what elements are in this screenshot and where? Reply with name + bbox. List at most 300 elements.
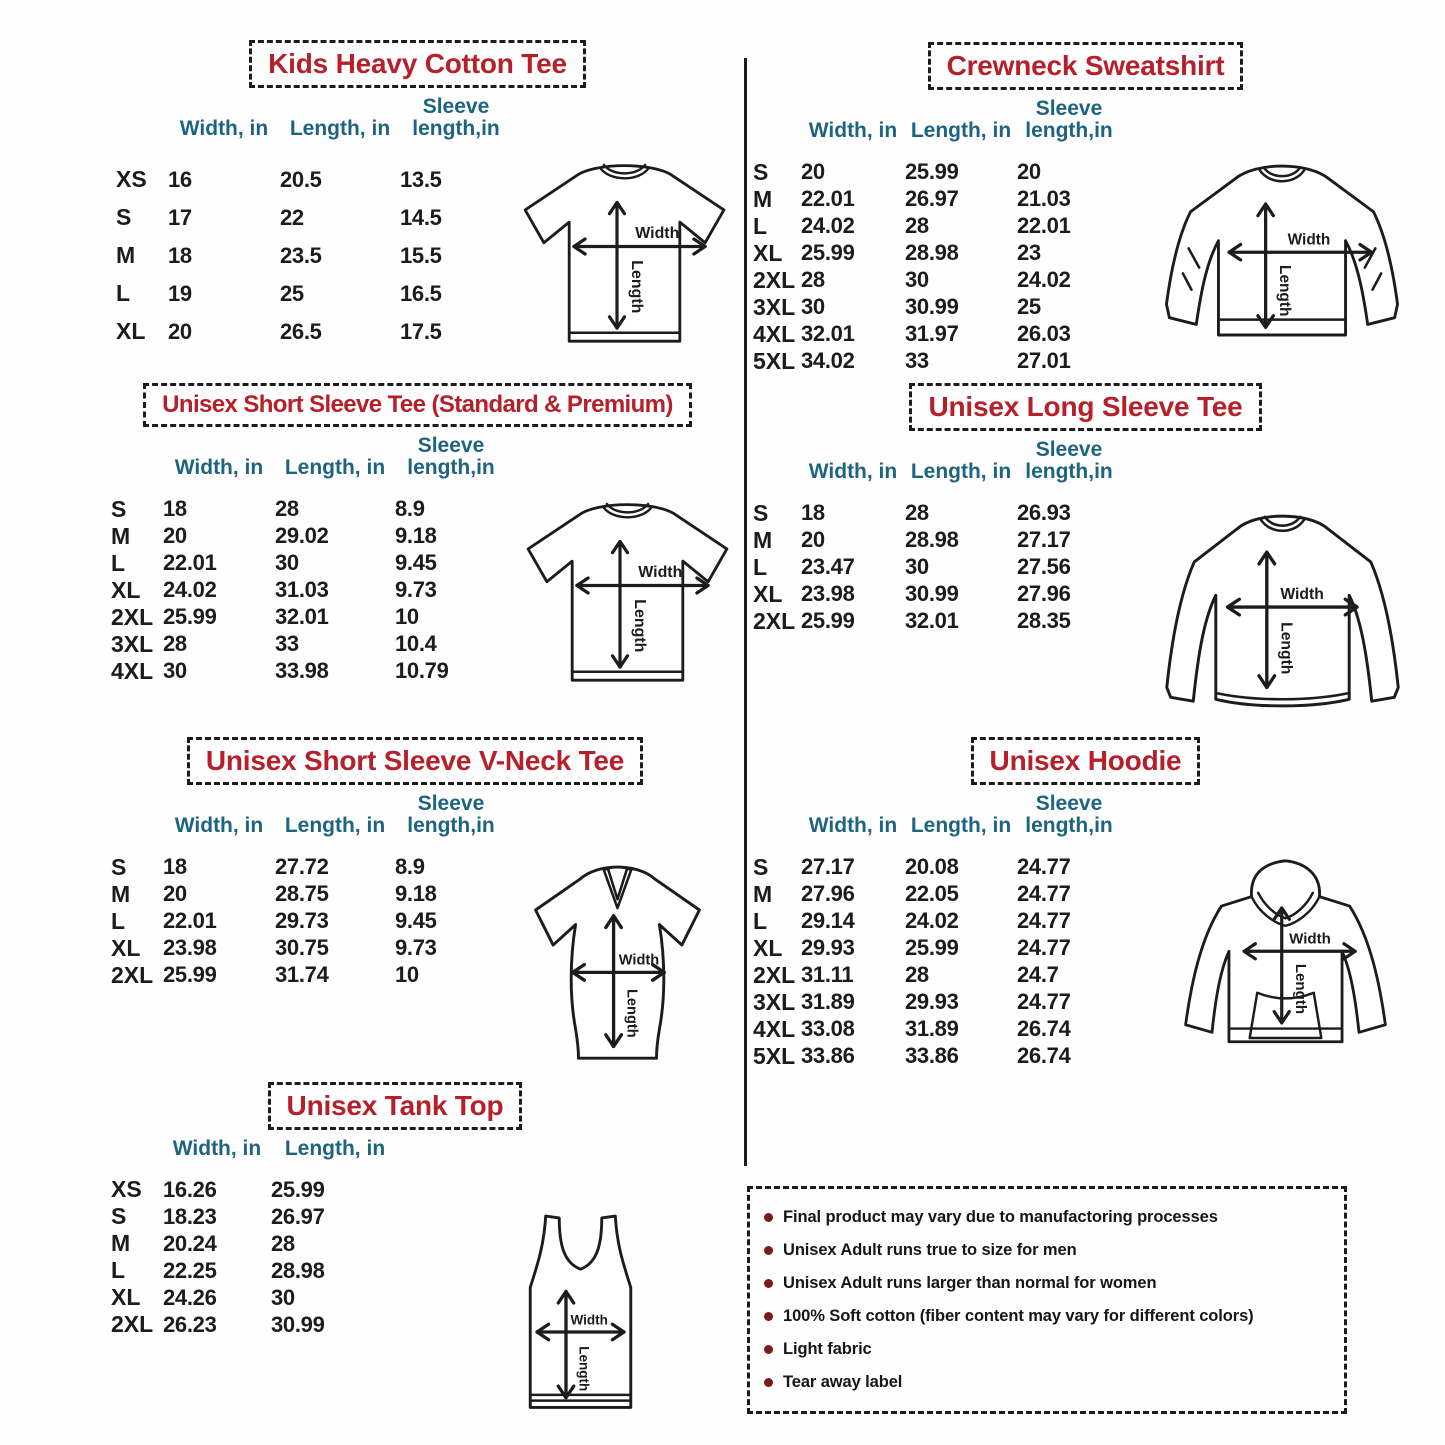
measurement-value: 30.99 [905,581,959,606]
size-label: 2XL [111,961,154,988]
size-label: XL [111,1284,141,1311]
measurement-value: 30.99 [905,294,959,319]
measurement-value: 29.93 [905,989,959,1014]
section-title-text: Kids Heavy Cotton Tee [268,48,567,79]
section-title-box [909,383,1261,431]
size-label: S [753,499,769,526]
measurement-value: 14.5 [400,204,442,230]
size-row [753,608,1121,635]
column-header: Width, in [808,460,898,484]
measurement-value: 21.03 [1017,186,1071,211]
column-header: Length, in [910,119,1012,143]
measurement-value: 13.5 [400,166,442,192]
size-row [111,1203,399,1230]
measurement-value: 24.7 [1017,962,1059,987]
measurement-value: 31.11 [801,962,854,987]
measurement-value: 20 [1017,159,1041,184]
size-label: XL [753,934,783,961]
section-title-text: Unisex Short Sleeve Tee (Standard & Premium) [162,391,673,418]
size-row [111,1284,399,1311]
measurement-value: 28.98 [905,527,959,552]
measurement-value: 25.99 [905,935,959,960]
size-row [116,275,512,313]
measurement-value: 31.89 [801,989,855,1014]
size-row [111,854,507,881]
measurement-value: 20.08 [905,854,959,879]
column-header: Length, in [289,117,391,141]
measurement-value: 17.5 [400,318,442,344]
crewneck-drawing [1152,154,1412,361]
measurement-value: 10 [395,962,419,987]
size-row [111,881,507,908]
measurement-value: 28 [905,962,929,987]
measurement-value: 23.98 [801,581,855,606]
size-label: S [116,204,132,230]
measurement-value: 25.99 [163,962,217,987]
note-item [764,1234,1330,1267]
measurement-value: 22.01 [1017,213,1071,238]
size-label: XL [753,580,783,607]
section-unisex-short-sleeve-tee [95,383,740,693]
size-row [753,908,1121,935]
bullet-icon [764,1345,773,1354]
measurement-value: 31.97 [905,321,959,346]
size-row [111,523,507,550]
measurement-value: 23.5 [280,242,322,268]
size-label: M [753,185,773,212]
measurement-value: 29.02 [275,523,329,548]
measurement-value: 28 [905,213,929,238]
measurement-value: 10 [395,604,419,629]
tank-size-table [95,1138,399,1338]
length-label: Length [1277,622,1295,675]
measurement-value: 22.01 [801,186,855,211]
measurement-value: 33.08 [801,1016,855,1041]
hoodie-drawing [1163,853,1408,1075]
measurement-value: 31.89 [905,1016,959,1041]
size-row [753,213,1121,240]
note-item [764,1333,1330,1366]
size-row [753,554,1121,581]
size-label: 4XL [753,1015,796,1042]
size-row [116,199,512,237]
size-row [753,989,1121,1016]
size-label: 5XL [753,1042,796,1069]
size-label: M [111,1230,131,1257]
size-row [753,500,1121,527]
note-item [764,1201,1330,1234]
note-text: Light fabric [783,1340,872,1358]
measurement-value: 18 [168,242,192,268]
measurement-value: 8.9 [395,854,425,879]
measurement-value: 30 [801,294,825,319]
measurement-value: 24.77 [1017,989,1071,1014]
measurement-value: 30.75 [275,935,329,960]
bullet-icon [764,1279,773,1288]
size-label: S [753,853,769,880]
measurement-value: 28 [801,267,825,292]
column-header: Length, in [910,814,1012,838]
length-label: Length [623,988,640,1038]
width-label: Width [1280,586,1324,604]
note-text: Unisex Adult runs true to size for men [783,1241,1077,1259]
measurement-value: 30 [163,658,187,683]
column-header: Width, in [172,1137,262,1160]
measurement-value: 29.73 [275,908,329,933]
measurement-value: 20 [163,523,187,548]
kids-size-table [100,96,512,351]
width-label: Width [618,952,660,969]
measurement-value: 18.23 [163,1203,217,1229]
measurement-value: 9.73 [395,935,437,960]
kids-tee-drawing [512,154,737,354]
measurement-value: 24.02 [1017,267,1071,292]
size-label: L [753,907,768,934]
measurement-value: 10.4 [395,631,437,656]
size-label: 4XL [753,320,796,347]
column-header: Sleeve length,in [1025,97,1113,143]
size-row [753,186,1121,213]
table-header-row [753,98,1121,143]
length-label: Length [631,599,648,653]
section-title-text: Crewneck Sweatshirt [946,50,1225,81]
section-crewneck-sweatshirt [753,42,1418,375]
size-row [753,159,1121,186]
size-label: M [111,522,131,549]
measurement-value: 27.01 [1017,348,1071,373]
measurement-value: 30 [275,550,299,575]
vneck-size-table [95,793,507,989]
measurement-value: 33.86 [905,1043,959,1068]
note-text: Final product may vary due to manufactoring processes [783,1208,1218,1226]
short-sleeve-size-table [95,435,507,685]
size-row [111,496,507,523]
section-title-box [928,42,1244,90]
measurement-value: 30 [905,267,929,292]
size-row [111,577,507,604]
section-title-box [187,737,643,785]
measurement-value: 22.05 [905,881,959,906]
size-row [753,348,1121,375]
size-label: 3XL [753,293,796,320]
size-row [116,313,512,351]
section-title-text: Unisex Long Sleeve Tee [928,391,1243,422]
measurement-value: 17 [168,204,192,230]
width-label: Width [1289,930,1331,948]
measurement-value: 24.02 [801,213,855,238]
width-label: Width [635,225,680,243]
column-header: Width, in [174,814,264,838]
measurement-value: 18 [163,854,187,879]
measurement-value: 16 [168,166,192,192]
measurement-value: 27.56 [1017,554,1071,579]
measurement-value: 25.99 [801,240,855,265]
measurement-value: 16.5 [400,280,442,306]
size-row [111,1311,399,1338]
column-header: Width, in [179,117,269,141]
note-text: Tear away label [783,1373,903,1391]
size-label: 3XL [111,630,154,657]
size-row [753,935,1121,962]
size-label: S [111,495,127,522]
size-row [111,1230,399,1257]
measurement-value: 25 [1017,294,1041,319]
column-header: Sleeve length,in [1025,792,1113,838]
measurement-value: 27.17 [1017,527,1071,552]
measurement-value: 22.01 [163,550,217,575]
size-label: 2XL [111,603,154,630]
section-unisex-vneck-tee [95,737,735,1083]
long-sleeve-tee-drawing [1155,505,1410,716]
size-label: S [753,158,769,185]
measurement-value: 16.26 [163,1176,217,1202]
measurement-value: 24.77 [1017,881,1071,906]
column-header: Length, in [284,1137,386,1160]
hoodie-size-table [753,793,1121,1070]
size-row [111,1257,399,1284]
measurement-value: 20 [801,159,825,184]
measurement-value: 34.02 [801,348,855,373]
column-header: Width, in [808,814,898,838]
size-label: 5XL [753,347,796,374]
measurement-value: 20.5 [280,166,322,192]
measurement-value: 26.97 [905,186,959,211]
measurement-value: 26.03 [1017,321,1071,346]
section-unisex-hoodie [753,737,1418,1075]
note-text: Unisex Adult runs larger than normal for women [783,1274,1157,1292]
measurement-value: 33.86 [801,1043,855,1068]
measurement-value: 32.01 [275,604,329,629]
note-item [764,1300,1330,1333]
width-label: Width [1287,231,1331,249]
measurement-value: 20 [163,881,187,906]
size-label: 2XL [753,961,796,988]
size-label: M [753,526,773,553]
measurement-value: 26.5 [280,318,322,344]
size-row [116,237,512,275]
table-header-row [111,793,507,838]
size-row [753,1043,1121,1070]
measurement-value: 26.97 [271,1203,325,1229]
measurement-value: 24.02 [163,577,217,602]
measurement-value: 28.98 [271,1257,325,1283]
note-text: 100% Soft cotton (fiber content may vary for different colors) [783,1307,1254,1325]
bullet-icon [764,1378,773,1387]
measurement-value: 15.5 [400,242,442,268]
measurement-value: 30.99 [271,1311,325,1337]
size-label: 2XL [753,607,796,634]
measurement-value: 18 [163,496,187,521]
measurement-value: 30 [905,554,929,579]
column-header: Sleeve length,in [407,792,495,838]
size-label: 2XL [111,1311,154,1338]
size-row [116,161,512,199]
size-label: XL [116,318,146,344]
measurement-value: 26.23 [163,1311,217,1337]
measurement-value: 22 [280,204,304,230]
measurement-value: 24.77 [1017,854,1071,879]
column-header: Width, in [174,456,264,480]
section-unisex-tank-top [95,1082,695,1432]
measurement-value: 24.02 [905,908,959,933]
measurement-value: 28.75 [275,881,329,906]
long-sleeve-size-table [753,439,1121,635]
section-title-text: Unisex Short Sleeve V-Neck Tee [205,745,625,776]
section-kids-heavy-cotton-tee [100,40,735,354]
measurement-value: 28 [163,631,187,656]
size-row [111,658,507,685]
length-label: Length [628,260,645,314]
measurement-value: 28.35 [1017,608,1071,633]
measurement-value: 30 [271,1284,295,1310]
width-label: Width [638,564,683,582]
measurement-value: 20.24 [163,1230,217,1256]
measurement-value: 33.98 [275,658,329,683]
size-row [753,267,1121,294]
measurement-value: 29.93 [801,935,855,960]
section-title-box [971,737,1201,785]
table-header-row [116,96,512,141]
bullet-icon [764,1213,773,1222]
vneck-tee-drawing [520,853,715,1083]
size-label: XL [753,239,783,266]
measurement-value: 32.01 [905,608,959,633]
column-header: Length, in [284,814,386,838]
size-row [753,294,1121,321]
bullet-icon [764,1246,773,1255]
measurement-value: 26.74 [1017,1043,1071,1068]
measurement-value: 20 [801,527,825,552]
size-row [753,854,1121,881]
column-divider [744,58,747,1166]
table-header-row [753,439,1121,484]
measurement-value: 9.45 [395,550,437,575]
measurement-value: 23.47 [801,554,855,579]
measurement-value: 27.96 [801,881,855,906]
size-label: XS [111,1176,142,1203]
size-row [753,962,1121,989]
measurement-value: 9.18 [395,881,437,906]
measurement-value: 22.01 [163,908,217,933]
size-label: S [111,1203,127,1230]
column-header: Length, in [284,456,386,480]
measurement-value: 22.25 [163,1257,217,1283]
measurement-value: 31.03 [275,577,329,602]
measurement-value: 9.45 [395,908,437,933]
measurement-value: 28 [275,496,299,521]
measurement-value: 18 [801,500,825,525]
measurement-value: 9.18 [395,523,437,548]
size-row [111,604,507,631]
short-sleeve-tee-drawing [515,493,740,693]
column-header: Length, in [910,460,1012,484]
size-label: 2XL [753,266,796,293]
section-title-text: Unisex Tank Top [286,1090,504,1121]
size-label: L [111,1257,126,1284]
measurement-value: 19 [168,280,192,306]
measurement-value: 28.98 [905,240,959,265]
column-header: Sleeve length,in [1025,438,1113,484]
size-row [111,935,507,962]
size-row [111,908,507,935]
bullet-icon [764,1312,773,1321]
section-title-box [143,383,692,427]
size-label: S [111,853,127,880]
measurement-value: 20 [168,318,192,344]
measurement-value: 25.99 [801,608,855,633]
width-label: Width [570,1312,608,1328]
measurement-value: 27.96 [1017,581,1071,606]
note-item [764,1267,1330,1300]
measurement-value: 26.93 [1017,500,1071,525]
section-title-box [268,1082,523,1130]
measurement-value: 24.77 [1017,908,1071,933]
size-label: L [116,280,131,306]
size-label: L [753,553,768,580]
table-header-row [111,435,507,480]
size-row [111,631,507,658]
size-label: XL [111,934,141,961]
size-label: L [753,212,768,239]
crewneck-size-table [753,98,1121,375]
section-title-box [249,40,586,88]
length-label: Length [576,1346,592,1392]
measurement-value: 25 [280,280,304,306]
measurement-value: 24.26 [163,1284,217,1310]
length-label: Length [1291,963,1309,1015]
size-label: XL [111,576,141,603]
size-row [753,581,1121,608]
size-row [753,321,1121,348]
note-item [764,1366,1330,1399]
measurement-value: 25.99 [271,1176,325,1202]
measurement-value: 32.01 [801,321,855,346]
size-row [111,550,507,577]
size-label: L [111,907,126,934]
column-header: Sleeve length,in [412,95,500,141]
size-label: 4XL [111,657,154,684]
measurement-value: 10.79 [395,658,449,683]
measurement-value: 27.17 [801,854,855,879]
tank-top-drawing [508,1204,653,1432]
size-row [111,962,507,989]
measurement-value: 26.74 [1017,1016,1071,1041]
size-row [753,1016,1121,1043]
size-label: L [111,549,126,576]
table-header-row [753,793,1121,838]
notes-box [747,1186,1347,1414]
measurement-value: 33 [275,631,299,656]
section-unisex-long-sleeve-tee [753,383,1418,716]
size-label: M [753,880,773,907]
measurement-value: 25.99 [905,159,959,184]
measurement-value: 9.73 [395,577,437,602]
column-header: Sleeve length,in [407,434,495,480]
measurement-value: 24.77 [1017,935,1071,960]
measurement-value: 28 [271,1230,295,1256]
size-label: XS [116,166,147,192]
measurement-value: 25.99 [163,604,217,629]
measurement-value: 23.98 [163,935,217,960]
measurement-value: 31.74 [275,962,329,987]
length-label: Length [1276,265,1294,317]
measurement-value: 33 [905,348,929,373]
table-header-row [111,1138,399,1160]
size-label: 3XL [753,988,796,1015]
measurement-value: 28 [905,500,929,525]
size-label: M [111,880,131,907]
size-row [111,1176,399,1203]
